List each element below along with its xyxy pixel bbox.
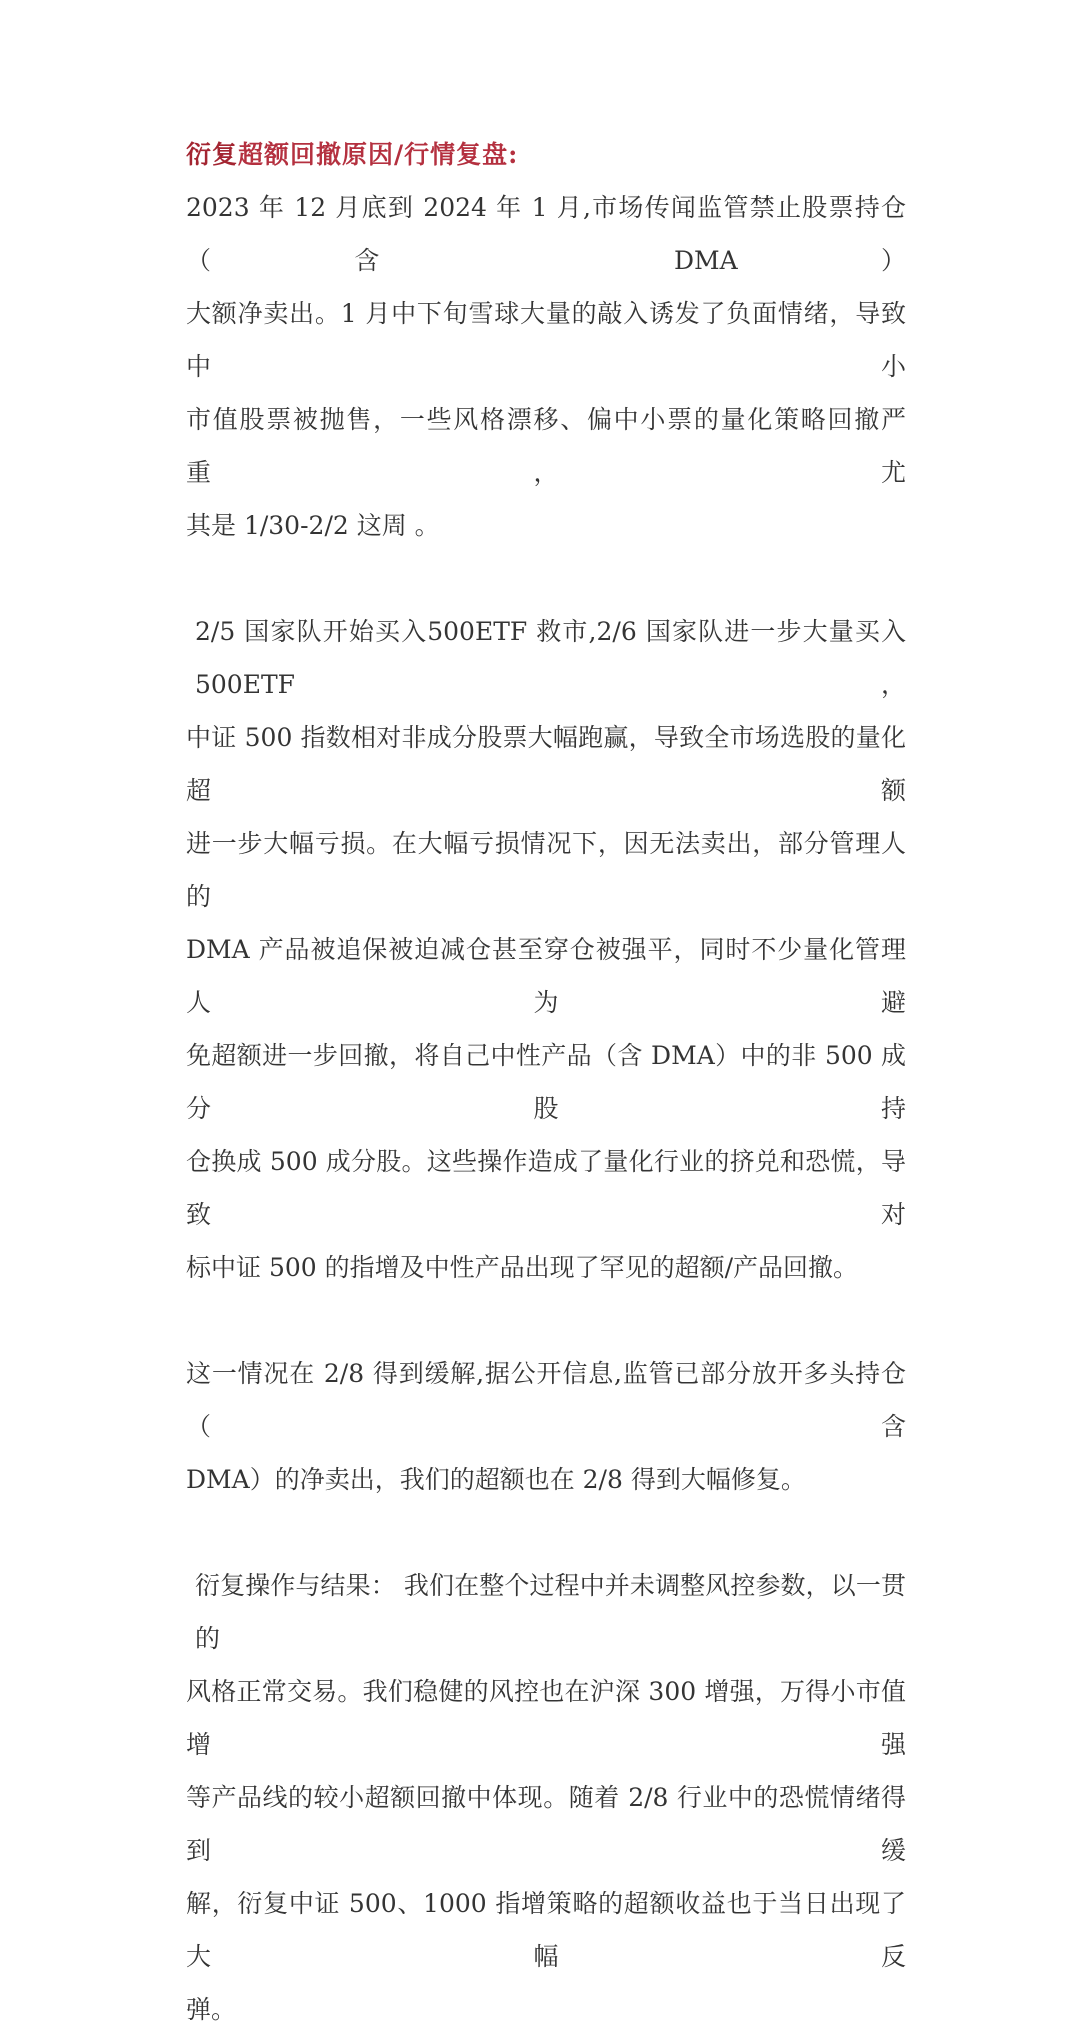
text-line: 仓换成 500 成分股。这些操作造成了量化行业的挤兑和恐慌，导致对 — [186, 1147, 906, 1229]
text-line: 弹。 — [186, 1995, 237, 2024]
text-line: 衍复操作与结果： 我们在整个过程中并未调整风控参数，以一贯的 — [195, 1571, 906, 1653]
text-line: 其是 1/30-2/2 这周 。 — [186, 511, 440, 540]
text-line: 免超额进一步回撤，将自己中性产品（含 DMA）中的非 500 成分股持 — [186, 1041, 906, 1123]
heading-brand-name: 衍复 — [186, 140, 239, 169]
text-line: 进一步大幅亏损。在大幅亏损情况下，因无法卖出，部分管理人的 — [186, 829, 906, 911]
text-line: 2023 年 12 月底到 2024 年 1 月,市场传闻监管禁止股票持仓（含 DMA） — [186, 193, 906, 275]
section-heading — [186, 128, 906, 181]
paragraph-actions-results — [186, 1559, 906, 2036]
text-line: 等产品线的较小超额回撤中体现。随着 2/8 行业中的恐慌情绪得到缓 — [186, 1783, 906, 1865]
text-line: DMA 产品被追保被迫减仓甚至穿仓被强平，同时不少量化管理人为避 — [186, 935, 906, 1017]
text-line: 市值股票被抛售，一些风格漂移、偏中小票的量化策略回撤严重，尤 — [186, 405, 906, 487]
text-line: 大额净卖出。1 月中下旬雪球大量的敲入诱发了负面情绪，导致中小 — [186, 299, 906, 381]
heading-title-text: 超额回撤原因/行情复盘: — [238, 140, 519, 169]
text-line: 这一情况在 2/8 得到缓解,据公开信息,监管已部分放开多头持仓（含 — [186, 1359, 906, 1441]
text-line: 2/5 国家队开始买入500ETF 救市,2/6 国家队进一步大量买入500ETF， — [195, 617, 906, 699]
text-line: 风格正常交易。我们稳健的风控也在沪深 300 增强，万得小市值增强 — [186, 1677, 906, 1759]
text-line: 解，衍复中证 500、1000 指增策略的超额收益也于当日出现了大幅反 — [186, 1889, 906, 1971]
paragraph-relief — [186, 1347, 906, 1506]
text-line: 中证 500 指数相对非成分股票大幅跑赢，导致全市场选股的量化超额 — [186, 723, 906, 805]
paragraph-market-review — [186, 181, 906, 552]
text-line: 标中证 500 的指增及中性产品出现了罕见的超额/产品回撤。 — [186, 1253, 859, 1282]
text-line: DMA）的净卖出，我们的超额也在 2/8 得到大幅修复。 — [186, 1465, 806, 1494]
paragraph-etf-rescue — [186, 605, 906, 1294]
